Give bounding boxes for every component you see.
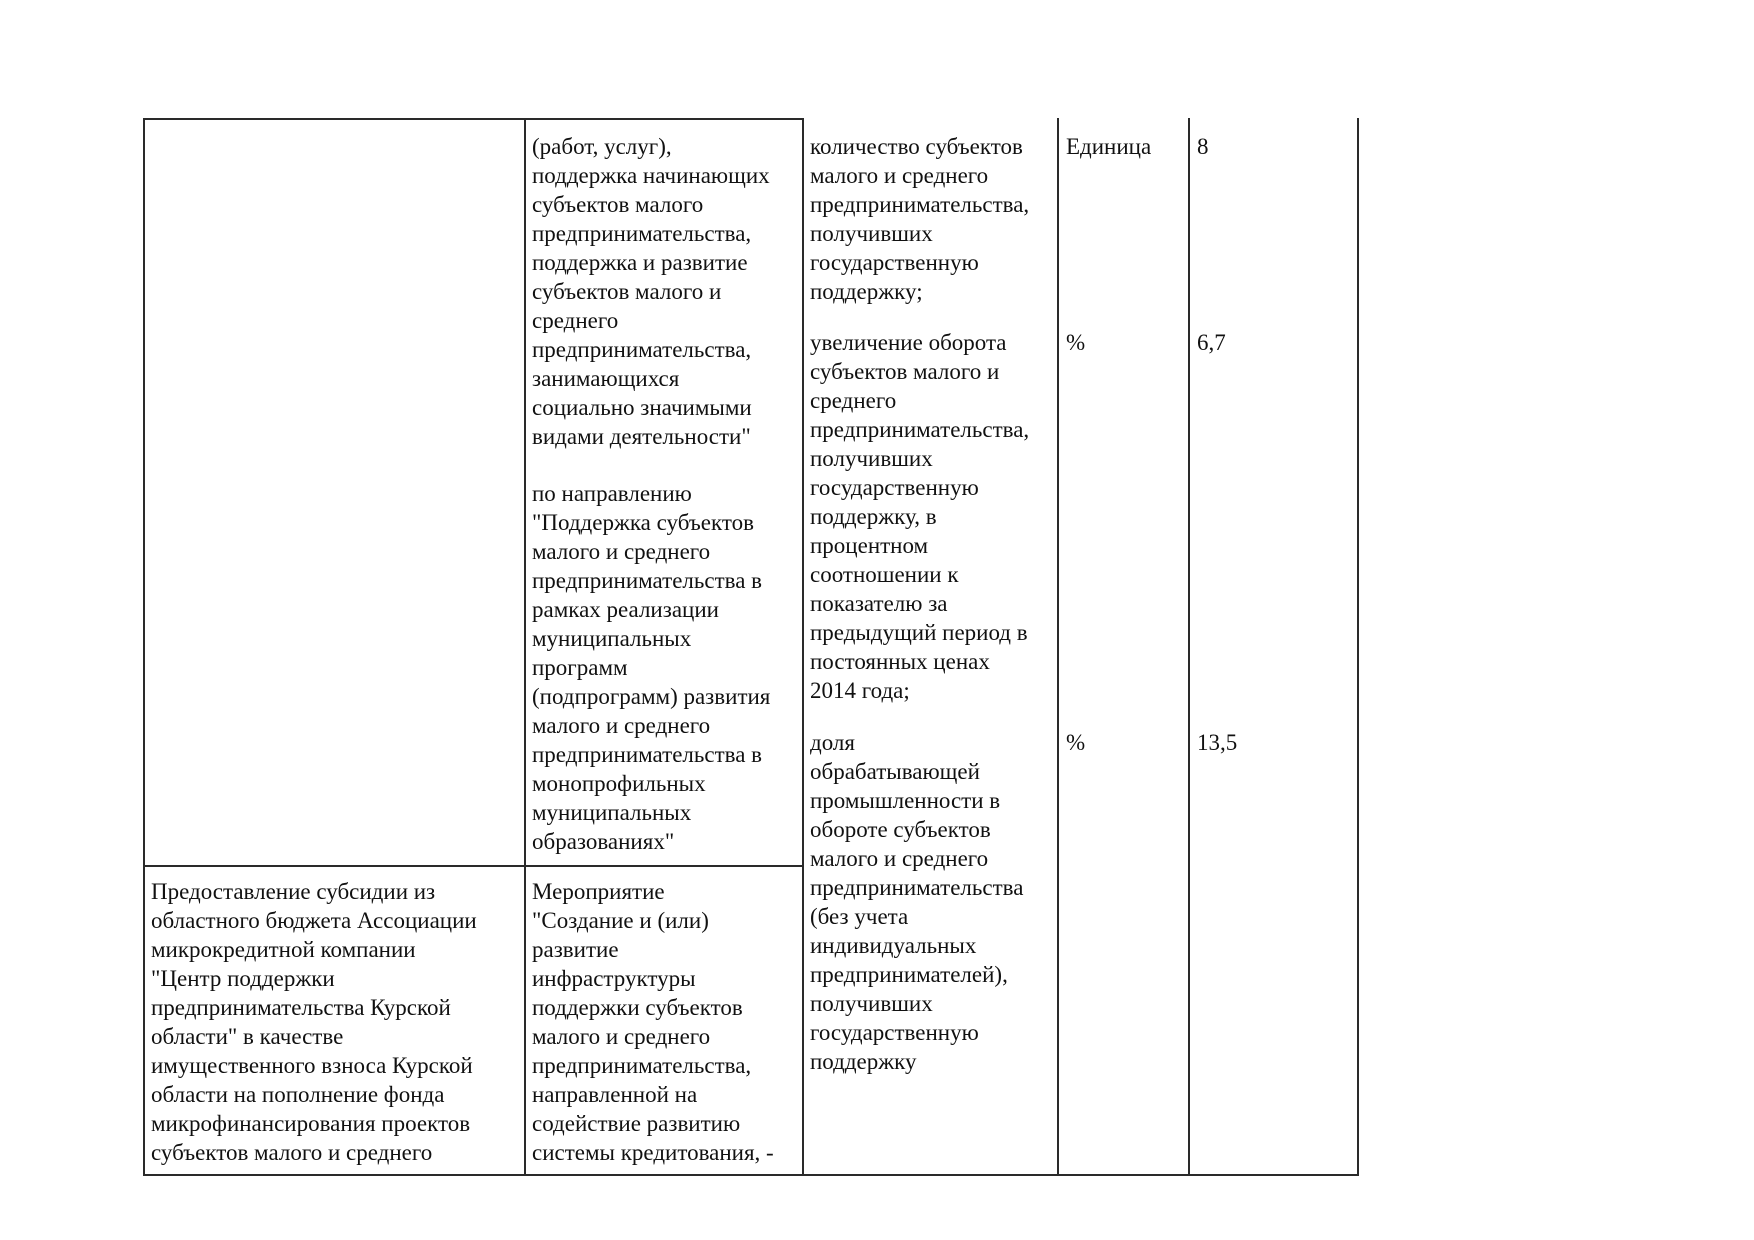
col2-row2-text: Мероприятие "Создание и (или) развитие инфраструктуры поддержки субъектов малого и среднего предпринимательства, направленной на содействие развитию системы кредитования, - xyxy=(532,879,774,1165)
indicator-value-3: 13,5 xyxy=(1197,730,1238,755)
indicator-name-3: доля обрабатывающей промышленности в обороте субъектов малого и среднего предпринимательства (без учета индивидуальных предпринимателей), получивших государственную поддержку xyxy=(810,730,1024,1074)
table-divider-col4 xyxy=(1057,118,1059,1176)
col1-row2-text: Предоставление субсидии из областного бюджета Ассоциации микрокредитной компании "Центр поддержки предпринимательства Курской области" в качестве имущественного взноса Курской области на пополнение фонда микрофинансирования проектов субъектов малого и среднего xyxy=(151,879,477,1165)
table-border-top xyxy=(143,118,803,120)
indicator-name-2: увеличение оборота субъектов малого и среднего предпринимательства, получивших государственную поддержку, в процентном соотношении к показателю за предыдущий период в постоянных ценах 2014 года; xyxy=(810,330,1030,703)
indicator-unit-2: % xyxy=(1066,330,1086,355)
col2-row1-part2: по направлению "Поддержка субъектов малого и среднего предпринимательства в рамках реализации муниципальных программ (подпрограмм) развития малого и среднего предпринимательства в монопрофильных муниципальных образованиях" xyxy=(532,481,771,854)
table-divider-col5 xyxy=(1188,118,1190,1176)
table-row-divider xyxy=(143,865,803,867)
table-border-right xyxy=(1357,118,1359,1176)
table-divider-col3 xyxy=(802,118,804,1176)
indicator-unit-3: % xyxy=(1066,730,1086,755)
col2-row1-part1: (работ, услуг), поддержка начинающих субъектов малого предпринимательства, поддержка и развитие субъектов малого и среднего предпринимательства, занимающихся социально значимыми видами деятельности" xyxy=(532,134,770,449)
indicator-value-2: 6,7 xyxy=(1197,330,1226,355)
indicator-value-1: 8 xyxy=(1197,134,1209,159)
indicator-name-1: количество субъектов малого и среднего предпринимательства, получивших государственную поддержку; xyxy=(810,134,1030,304)
table-divider-col2 xyxy=(524,118,526,1176)
table-border-bottom xyxy=(143,1174,1359,1176)
table-border-left xyxy=(143,118,145,1176)
indicator-unit-1: Единица xyxy=(1066,134,1152,159)
